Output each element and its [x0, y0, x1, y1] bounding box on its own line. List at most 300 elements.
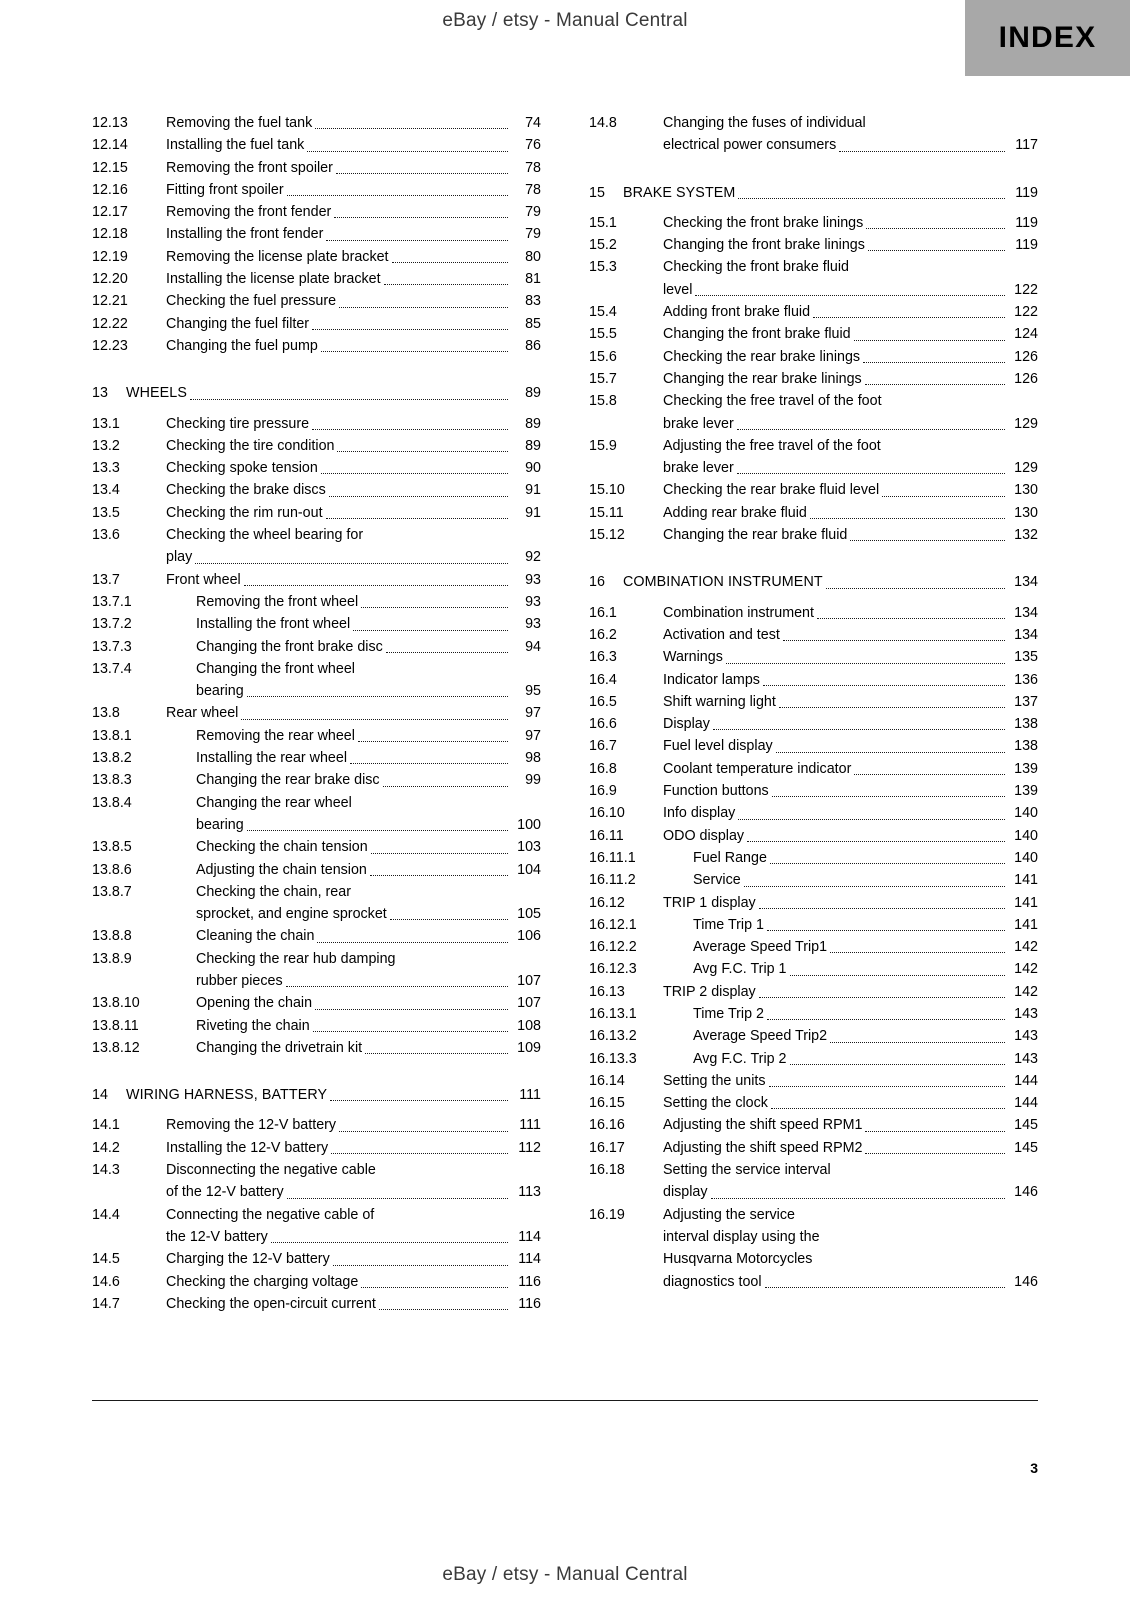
- toc-entry-title: Display: [663, 716, 710, 733]
- toc-entry-title-line: Checking the chain, rear: [196, 883, 351, 900]
- toc-entry-row[interactable]: [589, 301, 1038, 323]
- toc-entry-page: 141: [1014, 894, 1038, 911]
- toc-column-right: [589, 112, 1038, 1315]
- toc-entry-number: 15.8: [589, 393, 617, 410]
- toc-entry-title-block: [663, 323, 1038, 345]
- toc-entry-row[interactable]: [92, 524, 541, 569]
- toc-entry-row[interactable]: [589, 1114, 1038, 1136]
- toc-entry-row[interactable]: [92, 925, 541, 947]
- toc-entry-row[interactable]: [92, 313, 541, 335]
- toc-entry-row[interactable]: [92, 1159, 541, 1204]
- toc-entry-number: 14.4: [92, 1206, 120, 1223]
- toc-entry-row[interactable]: [92, 134, 541, 156]
- toc-entry-page: 141: [1014, 916, 1038, 933]
- toc-entry-title-last-line: [663, 1271, 1038, 1293]
- toc-entry-row[interactable]: [92, 435, 541, 457]
- toc-leader-dots: [779, 706, 1005, 708]
- toc-entry-number: 13: [92, 385, 108, 402]
- toc-entry-row[interactable]: [589, 646, 1038, 668]
- toc-leader-dots: [371, 852, 508, 854]
- toc-entry-row[interactable]: [92, 881, 541, 926]
- toc-entry-page: 104: [517, 861, 541, 878]
- toc-leader-dots: [759, 907, 1005, 909]
- toc-entry-row[interactable]: [92, 658, 541, 703]
- toc-entry-title-block: [663, 1204, 1038, 1293]
- toc-entry-row[interactable]: [589, 735, 1038, 757]
- toc-leader-dots: [771, 1107, 1005, 1109]
- toc-entry-number: 16.8: [589, 760, 617, 777]
- toc-leader-dots: [772, 795, 1005, 797]
- toc-entry-title: Changing the fuel filter: [166, 315, 310, 332]
- toc-entry-row[interactable]: [92, 1204, 541, 1249]
- toc-entry-number: 12.16: [92, 181, 128, 198]
- toc-entry-title: Function buttons: [663, 783, 769, 800]
- toc-entry-page: 129: [1014, 415, 1038, 432]
- toc-entry-title-last-line: [663, 279, 1038, 301]
- toc-entry-row[interactable]: [589, 1048, 1038, 1070]
- toc-entry-title-block: [663, 524, 1038, 546]
- toc-entry-title: COMBINATION INSTRUMENT: [623, 574, 823, 591]
- toc-entry-row[interactable]: [92, 1114, 541, 1136]
- toc-entry-title-block: [663, 691, 1038, 713]
- toc-entry-number: 14.8: [589, 115, 617, 131]
- toc-entry-title-block: [663, 713, 1038, 735]
- toc-entry-row[interactable]: [92, 725, 541, 747]
- toc-entry-title: WHEELS: [126, 385, 187, 402]
- toc-entry-title: ODO display: [663, 827, 745, 844]
- toc-entry-row[interactable]: [589, 602, 1038, 624]
- toc-chapter-row[interactable]: [92, 382, 541, 404]
- toc-entry-page: 114: [518, 1251, 541, 1268]
- toc-entry-number: 12.23: [92, 337, 128, 354]
- toc-entry-row[interactable]: [92, 223, 541, 245]
- toc-entry-row[interactable]: [589, 892, 1038, 914]
- toc-entry-page: 80: [525, 248, 541, 265]
- toc-entry-title: TRIP 2 display: [663, 983, 756, 1000]
- toc-entry-title-last-line: [166, 970, 541, 992]
- toc-entry-title: Checking the rear brake fluid level: [663, 482, 880, 499]
- toc-entry-row[interactable]: [92, 591, 541, 613]
- toc-entry-row[interactable]: [589, 780, 1038, 802]
- toc-entry-title: Checking the brake discs: [166, 482, 326, 499]
- index-tab-label: INDEX: [998, 21, 1097, 54]
- toc-entry-page: 81: [525, 271, 541, 288]
- toc-leader-dots: [379, 1308, 508, 1310]
- toc-entry-number: 13.3: [92, 460, 120, 477]
- toc-entry-number: 13.8.10: [92, 995, 140, 1012]
- toc-entry-row[interactable]: [589, 1070, 1038, 1092]
- toc-entry-number: 13.5: [92, 504, 120, 521]
- toc-entry-number: 15.4: [589, 304, 617, 321]
- toc-entry-row[interactable]: [589, 524, 1038, 546]
- toc-entry-page: 99: [525, 772, 541, 789]
- toc-leader-dots: [865, 1130, 1005, 1132]
- toc-entry-row[interactable]: [92, 290, 541, 312]
- toc-entry-page: 132: [1014, 527, 1038, 544]
- toc-entry-title: Time Trip 2: [693, 1005, 764, 1022]
- toc-entry-title: Installing the 12-V battery: [166, 1139, 329, 1156]
- toc-entry-page: 130: [1014, 504, 1038, 521]
- toc-entry-row[interactable]: [92, 636, 541, 658]
- toc-entry-title: Indicator lamps: [663, 671, 760, 688]
- toc-entry-row[interactable]: [589, 323, 1038, 345]
- toc-entry-number: 13.8.1: [92, 727, 132, 744]
- toc-leader-dots: [286, 985, 508, 987]
- toc-entry-title: Removing the front fender: [166, 204, 332, 221]
- toc-entry-title-cont: diagnostics tool: [663, 1273, 762, 1290]
- toc-entry-row[interactable]: [92, 859, 541, 881]
- toc-entry-page: 91: [525, 504, 541, 521]
- toc-leader-dots: [865, 383, 1005, 385]
- toc-entry-number: 16.12.1: [589, 916, 637, 933]
- toc-entry-row[interactable]: [589, 1025, 1038, 1047]
- toc-leader-dots: [337, 450, 508, 452]
- toc-entry-number: 14.6: [92, 1273, 120, 1290]
- toc-entry-row[interactable]: [92, 702, 541, 724]
- toc-entry-page: 97: [525, 705, 541, 722]
- toc-leader-dots: [737, 428, 1005, 430]
- toc-entry-title-block: [166, 613, 541, 635]
- toc-entry-page: 95: [525, 683, 541, 700]
- toc-entry-title-block: [663, 669, 1038, 691]
- toc-entry-title-block: [663, 735, 1038, 757]
- toc-entry-page: 119: [1015, 214, 1038, 231]
- toc-entry-row[interactable]: [589, 1137, 1038, 1159]
- toc-leader-dots: [195, 562, 508, 564]
- toc-entry-title-block: [663, 1025, 1038, 1047]
- toc-leader-dots: [361, 606, 508, 608]
- toc-entry-title-last-line: [166, 903, 541, 925]
- toc-entry-title-block: [663, 914, 1038, 936]
- toc-entry-page: 100: [517, 816, 541, 833]
- toc-entry-title-block: [663, 624, 1038, 646]
- toc-chapter-row[interactable]: [589, 182, 1038, 204]
- toc-entry-page: 134: [1014, 604, 1038, 621]
- toc-entry-title: Changing the drivetrain kit: [196, 1039, 363, 1056]
- toc-entry-title-cont: bearing: [196, 816, 244, 833]
- toc-entry-row[interactable]: [589, 981, 1038, 1003]
- toc-entry-title: Changing the front brake linings: [663, 237, 865, 254]
- toc-entry-title-block: [663, 1159, 1038, 1204]
- toc-entry-row[interactable]: [92, 112, 541, 134]
- toc-entry-number: 15.9: [589, 437, 617, 454]
- toc-entry-title-block: [663, 112, 1038, 157]
- toc-entry-title-block: [663, 1003, 1038, 1025]
- toc-entry-number: 15.1: [589, 214, 617, 231]
- toc-entry-title-block: [166, 658, 541, 703]
- toc-entry-row[interactable]: [92, 792, 541, 837]
- toc-chapter-row[interactable]: [92, 1084, 541, 1106]
- toc-entry-title-block: [166, 157, 541, 179]
- toc-entry-row[interactable]: [92, 335, 541, 357]
- toc-entry-page: 138: [1014, 738, 1038, 755]
- toc-leader-dots: [326, 517, 508, 519]
- toc-entry-title-block: [166, 290, 541, 312]
- toc-entry-title-block: [663, 802, 1038, 824]
- toc-leader-dots: [713, 728, 1005, 730]
- toc-entry-title-cont: brake lever: [663, 415, 734, 432]
- toc-entry-number: 16.2: [589, 626, 617, 643]
- toc-entry-title: Adjusting the shift speed RPM2: [663, 1139, 863, 1156]
- toc-entry-number: 16.1: [589, 604, 617, 621]
- toc-entry-title-block: [663, 212, 1038, 234]
- toc-entry-title: Installing the fuel tank: [166, 137, 305, 154]
- toc-entry-row[interactable]: [589, 390, 1038, 435]
- toc-leader-dots: [738, 197, 1005, 199]
- toc-entry-row[interactable]: [589, 847, 1038, 869]
- toc-entry-title: Service: [693, 872, 741, 889]
- toc-entry-row[interactable]: [589, 1092, 1038, 1114]
- toc-entry-title-block: [166, 792, 541, 837]
- toc-entry-title: Cleaning the chain: [196, 928, 315, 945]
- toc-entry-title: Checking the fuel pressure: [166, 293, 337, 310]
- toc-entry-row[interactable]: [92, 246, 541, 268]
- toc-entry-page: 89: [525, 385, 541, 402]
- toc-entry-page: 140: [1014, 805, 1038, 822]
- toc-leader-dots: [770, 862, 1005, 864]
- toc-leader-dots: [190, 398, 508, 400]
- toc-entry-number: 13.2: [92, 437, 120, 454]
- toc-entry-row[interactable]: [92, 569, 541, 591]
- toc-entry-title-block: [663, 780, 1038, 802]
- toc-entry-row[interactable]: [92, 457, 541, 479]
- toc-entry-row[interactable]: [92, 992, 541, 1014]
- toc-entry-page: 83: [525, 293, 541, 310]
- toc-entry-row[interactable]: [92, 1137, 541, 1159]
- toc-entry-row[interactable]: [589, 713, 1038, 735]
- toc-entry-title: Checking the front brake linings: [663, 214, 864, 231]
- toc-entry-row[interactable]: [92, 836, 541, 858]
- toc-entry-number: 13.8.7: [92, 883, 132, 900]
- toc-entry-number: 12.22: [92, 315, 128, 332]
- toc-entry-title-block: [663, 1048, 1038, 1070]
- toc-entry-title-block: [663, 758, 1038, 780]
- toc-entry-page: 142: [1014, 939, 1038, 956]
- toc-entry-number: 13.7.3: [92, 638, 132, 655]
- toc-entry-number: 13.7.2: [92, 616, 132, 633]
- toc-entry-row[interactable]: [92, 1015, 541, 1037]
- toc-entry-title: TRIP 1 display: [663, 894, 756, 911]
- toc-entry-row[interactable]: [589, 958, 1038, 980]
- toc-entry-row[interactable]: [92, 268, 541, 290]
- toc-entry-row[interactable]: [589, 112, 1038, 157]
- toc-leader-dots: [329, 495, 508, 497]
- toc-leader-dots: [813, 316, 1005, 318]
- toc-entry-number: 16.12.3: [589, 961, 637, 978]
- toc-leader-dots: [695, 294, 1005, 296]
- toc-entry-row[interactable]: [92, 1037, 541, 1059]
- toc-entry-row[interactable]: [589, 914, 1038, 936]
- toc-entry-title: Changing the fuel pump: [166, 337, 318, 354]
- toc-entry-title-block: [663, 825, 1038, 847]
- toc-entry-title: BRAKE SYSTEM: [623, 184, 736, 201]
- toc-entry-number: 16.4: [589, 671, 617, 688]
- toc-entry-page: 91: [525, 482, 541, 499]
- toc-entry-number: 13.1: [92, 415, 120, 432]
- toc-leader-dots: [390, 918, 508, 920]
- toc-entry-page: 107: [517, 972, 541, 989]
- toc-entry-title: Changing the front brake fluid: [663, 326, 851, 343]
- toc-entry-title-block: [166, 179, 541, 201]
- toc-entry-title-block: [166, 335, 541, 357]
- toc-entry-title: WIRING HARNESS, BATTERY: [126, 1087, 328, 1104]
- toc-entry-row[interactable]: [92, 769, 541, 791]
- toc-entry-number: 12.19: [92, 248, 128, 265]
- toc-entry-title-block: [663, 981, 1038, 1003]
- toc-entry-title-block: [166, 881, 541, 926]
- toc-entry-page: 139: [1014, 760, 1038, 777]
- toc-entry-number: 13.8.2: [92, 750, 132, 767]
- toc-entry-page: 119: [1015, 237, 1038, 254]
- toc-entry-row[interactable]: [589, 624, 1038, 646]
- toc-entry-number: 13.8.5: [92, 839, 132, 856]
- toc-entry-title-block: [663, 602, 1038, 624]
- toc-entry-title-block: [166, 992, 541, 1014]
- toc-entry-row[interactable]: [92, 948, 541, 993]
- toc-entry-page: 138: [1014, 716, 1038, 733]
- toc-entry-title: Adding front brake fluid: [663, 304, 811, 321]
- toc-entry-row[interactable]: [589, 1003, 1038, 1025]
- toc-entry-number: 16.16: [589, 1117, 625, 1134]
- toc-spacer: [589, 546, 1038, 555]
- toc-leader-dots: [850, 539, 1005, 541]
- toc-entry-number: 12.15: [92, 159, 128, 176]
- toc-entry-row[interactable]: [589, 691, 1038, 713]
- toc-entry-number: 13.8: [92, 705, 120, 722]
- toc-entry-title-block: [166, 859, 541, 881]
- toc-entry-title-cont: rubber pieces: [196, 972, 283, 989]
- toc-entry-title-block: [663, 892, 1038, 914]
- toc-leader-dots: [769, 1085, 1005, 1087]
- toc-entry-title-cont: of the 12-V battery: [166, 1184, 284, 1201]
- toc-entry-title-line: Disconnecting the negative cable: [166, 1162, 376, 1179]
- toc-entry-title-block: [663, 256, 1038, 301]
- toc-entry-row[interactable]: [92, 201, 541, 223]
- toc-entry-row[interactable]: [92, 1271, 541, 1293]
- toc-entry-page: 111: [519, 1117, 541, 1134]
- toc-entry-title: Checking the chain tension: [196, 839, 368, 856]
- toc-entry-title-block: [166, 1037, 541, 1059]
- toc-entry-row[interactable]: [92, 613, 541, 635]
- toc-entry-number: 14.3: [92, 1162, 120, 1179]
- toc-entry-title: Charging the 12-V battery: [166, 1251, 330, 1268]
- toc-leader-dots: [321, 350, 508, 352]
- toc-entry-row[interactable]: [589, 758, 1038, 780]
- toc-entry-page: 109: [517, 1039, 541, 1056]
- toc-leader-dots: [726, 662, 1005, 664]
- watermark-bottom: eBay / etsy - Manual Central: [442, 1564, 688, 1585]
- toc-leader-dots: [882, 495, 1005, 497]
- toc-leader-dots: [326, 239, 508, 241]
- toc-entry-title: Riveting the chain: [196, 1017, 310, 1034]
- toc-entry-row[interactable]: [589, 368, 1038, 390]
- toc-entry-page: 134: [1014, 626, 1038, 643]
- toc-entry-row[interactable]: [589, 669, 1038, 691]
- toc-entry-row[interactable]: [589, 802, 1038, 824]
- toc-chapter-row[interactable]: [589, 571, 1038, 593]
- toc-entry-title-block: [166, 201, 541, 223]
- toc-entry-row[interactable]: [589, 869, 1038, 891]
- toc-entry-page: 111: [519, 1087, 541, 1104]
- toc-entry-number: 13.7: [92, 571, 120, 588]
- toc-leader-dots: [315, 127, 508, 129]
- toc-entry-title: Changing the front brake disc: [196, 638, 383, 655]
- toc-entry-row[interactable]: [589, 1204, 1038, 1293]
- toc-entry-title: Changing the rear brake linings: [663, 370, 862, 387]
- toc-entry-row[interactable]: [92, 1248, 541, 1270]
- toc-entry-number: 12.17: [92, 204, 128, 221]
- toc-entry-row[interactable]: [92, 179, 541, 201]
- toc-entry-title-line: Husqvarna Motorcycles: [663, 1251, 813, 1268]
- toc-entry-number: 16.11.2: [589, 872, 636, 889]
- toc-entry-number: 15.5: [589, 326, 617, 343]
- toc-entry-row[interactable]: [92, 479, 541, 501]
- toc-leader-dots: [830, 1041, 1005, 1043]
- toc-leader-dots: [790, 974, 1006, 976]
- toc-entry-row[interactable]: [92, 157, 541, 179]
- toc-entry-row[interactable]: [589, 502, 1038, 524]
- toc-entry-page: 124: [1014, 326, 1038, 343]
- toc-leader-dots: [392, 261, 508, 263]
- toc-entry-row[interactable]: [92, 1293, 541, 1315]
- toc-entry-title-last-line: [663, 1181, 1038, 1203]
- toc-leader-dots: [287, 194, 508, 196]
- toc-entry-page: 78: [525, 181, 541, 198]
- toc-entry-title-block: [166, 1159, 541, 1204]
- toc-entry-title-cont: brake lever: [663, 460, 734, 477]
- toc-entry-page: 86: [525, 337, 541, 354]
- toc-entry-page: 89: [525, 437, 541, 454]
- toc-leader-dots: [776, 751, 1005, 753]
- toc-entry-row[interactable]: [92, 747, 541, 769]
- toc-entry-row[interactable]: [589, 435, 1038, 480]
- toc-entry-title-line: Checking the free travel of the foot: [663, 393, 882, 410]
- toc-entry-title-block: [166, 948, 541, 993]
- toc-entry-title-block: [166, 1204, 541, 1249]
- toc-entry-title-block: [623, 182, 1038, 204]
- toc-entry-row[interactable]: [589, 234, 1038, 256]
- toc-entry-row[interactable]: [589, 1159, 1038, 1204]
- toc-entry-title-block: [166, 636, 541, 658]
- toc-leader-dots: [790, 1063, 1006, 1065]
- toc-entry-row[interactable]: [589, 936, 1038, 958]
- toc-entry-row[interactable]: [92, 413, 541, 435]
- toc-entry-page: 122: [1014, 304, 1038, 321]
- toc-entry-row[interactable]: [589, 346, 1038, 368]
- toc-entry-number: 16.11.1: [589, 849, 636, 866]
- toc-entry-title-line: Changing the rear wheel: [196, 794, 352, 811]
- toc-entry-title-block: [663, 435, 1038, 480]
- toc-entry-title: Checking the open-circuit current: [166, 1295, 376, 1312]
- toc-entry-number: 15.7: [589, 370, 617, 387]
- toc-leader-dots: [737, 472, 1005, 474]
- toc-entry-title-block: [166, 1114, 541, 1136]
- toc-entry-title: Adding rear brake fluid: [663, 504, 807, 521]
- toc-entry-row[interactable]: [92, 502, 541, 524]
- toc-entry-title-block: [166, 569, 541, 591]
- toc-entry-row[interactable]: [589, 212, 1038, 234]
- toc-entry-title: Coolant temperature indicator: [663, 760, 852, 777]
- toc-entry-title-block: [166, 1137, 541, 1159]
- toc-entry-page: 105: [517, 906, 541, 923]
- toc-entry-title-block: [663, 869, 1038, 891]
- toc-leader-dots: [711, 1197, 1005, 1199]
- toc-entry-row[interactable]: [589, 479, 1038, 501]
- toc-entry-row[interactable]: [589, 256, 1038, 301]
- toc-entry-row[interactable]: [589, 825, 1038, 847]
- toc-leader-dots: [330, 1099, 508, 1101]
- toc-entry-page: 93: [525, 571, 541, 588]
